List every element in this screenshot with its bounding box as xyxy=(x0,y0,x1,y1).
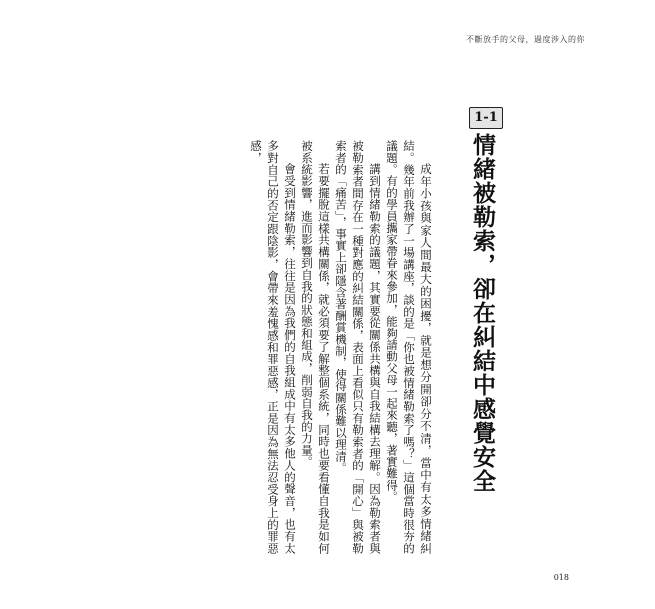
paragraph: 講到情緒勒索的議題，其實要從關係共構與自我結構去理解。因為勒索者與被勒索者間存在一種對應的糾結關係，表面上看似只有勒索者的「開心」與被勒索者的「痛苦」，事實上卻隱含著酬賞機制，使得關係難以理清。 xyxy=(334,140,382,554)
page-number: 018 xyxy=(553,573,569,582)
running-header: 不斷放手的父母，過度涉入的你 xyxy=(466,35,585,44)
section-title: 情緒被勒索，卻在糾結中感覺安全 xyxy=(469,133,496,493)
section-number-badge: 1-1 xyxy=(469,107,503,129)
paragraph: 成年小孩與家人間最大的困擾，就是想分開卻分不清，當中有太多情緒糾結。幾年前我辦了一場講座，談的是「你也被情緒勒索了嗎？」這個當時很夯的議題。有的學員攜家帶眷來參加，能夠請動父母一起來聽，著實難得。 xyxy=(385,140,433,554)
body-text xyxy=(162,140,434,554)
paragraph: 若要擺脫這樣共構關係，就必須要了解整個系統，同時也要看懂自我是如何被系統影響，進而影響到自我的狀態和組成，削弱自我的力量。 xyxy=(300,140,331,554)
paragraph: 會受到情緒勒索，往往是因為我們的自我組成中有太多他人的聲音，也有太多對自己的否定跟陰影，會帶來羞愧感和罪惡感，正是因為無法忍受身上的罪惡感， xyxy=(249,140,297,554)
